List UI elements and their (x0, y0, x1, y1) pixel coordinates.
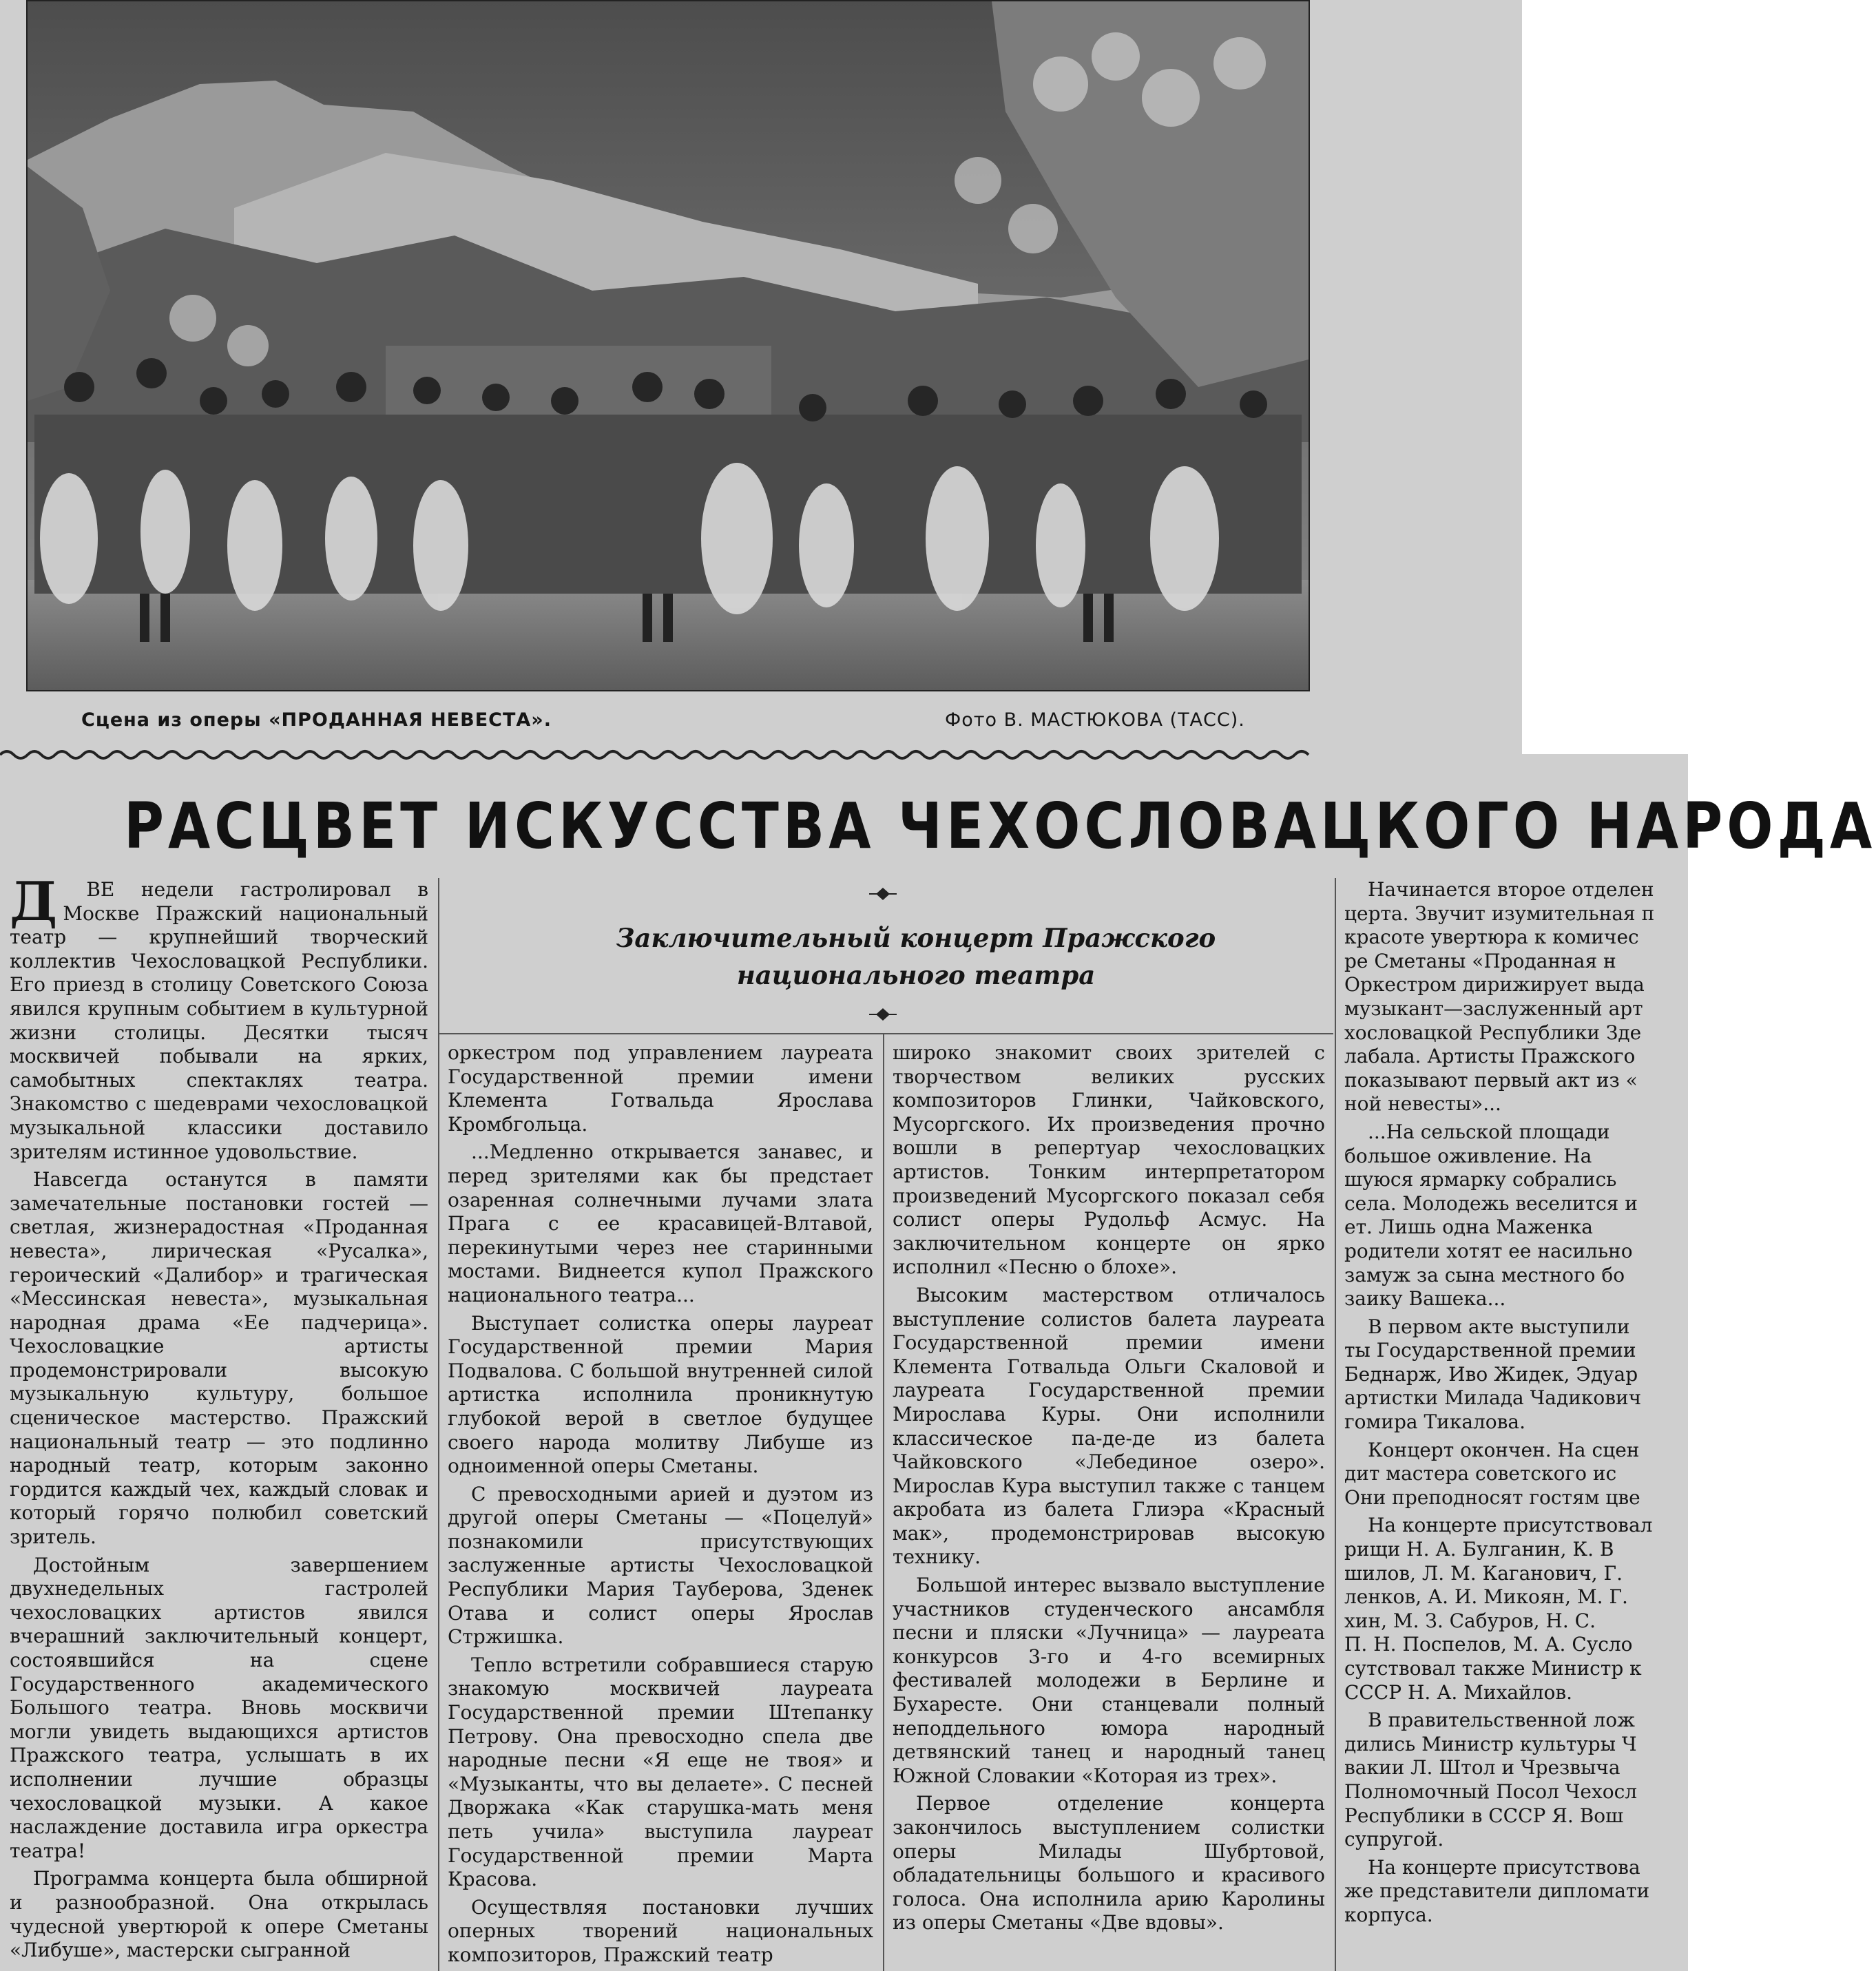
column-rule-1 (438, 878, 439, 1971)
column-rule-2 (883, 1033, 884, 1971)
paragraph: широко знакомит своих зрителей с творчеством великих русских композиторов Глинки, Чайковского, Мусоргского. Их произведения прочно вошли в репертуар чехословацких артистов. Тонким интерпретатором произведений Мусоргского показал себя солист оперы Рудольф Асмус. На заключительном концерте он ярко исполнил «Песню о блохе». (893, 1041, 1325, 1279)
text-line: ет. Лишь одна Маженка (1344, 1216, 1593, 1239)
text-line: сутствовал также Министр к (1344, 1657, 1642, 1680)
column-rule-3 (1335, 878, 1336, 1971)
ornament-diamond-bottom (869, 1008, 897, 1021)
text-line: Начинается второе отделен (1368, 878, 1654, 901)
paragraph: оркестром под управлением лауреата Государственной премии имени Клемента Готвальда Ярослава Кромбгольца. (448, 1041, 873, 1136)
text-line: Концерт окончен. На сцен (1368, 1438, 1640, 1461)
drop-cap: Д (10, 870, 58, 933)
text-line: дились Министр культуры Ч (1344, 1732, 1637, 1755)
article-column-3 (893, 1041, 1325, 1971)
text-line: Республики в СССР Я. Вош (1344, 1804, 1624, 1827)
text-line: Оркестром дирижирует выда (1344, 973, 1645, 997)
paragraph: Выступает солистка оперы лауреат Государственной премии Мария Подвалова. С большой внутренней силой артистка исполнила проникнутую глубокой верой в светлое будущее своего народа молитву Либуше из одноименной оперы Сметаны. (448, 1311, 873, 1478)
text-line: хословацкой Республики Зде (1344, 1021, 1642, 1044)
text-line: лабала. Артисты Пражского (1344, 1045, 1636, 1068)
text-line: большое оживление. На (1344, 1144, 1592, 1167)
text-line: П. Н. Поспелов, М. А. Сусло (1344, 1633, 1633, 1656)
photo-caption: Сцена из оперы «ПРОДАННАЯ НЕВЕСТА». (81, 709, 552, 731)
text-line: Они преподносят гостям цве (1344, 1485, 1640, 1509)
text-line: вакии Л. Штол и Чрезвыча (1344, 1756, 1620, 1780)
text-line: церта. Звучит изумительная п (1344, 901, 1655, 925)
text-line: села. Молодежь веселится и (1344, 1191, 1638, 1215)
text-line: Полномочный Посол Чехосл (1344, 1780, 1638, 1803)
text-line: заику Вашека... (1344, 1287, 1506, 1311)
article-headline: РАСЦВЕТ ИСКУССТВА ЧЕХОСЛОВАЦКОГО НАРОДА (124, 789, 1876, 863)
text-line: рищи Н. А. Булганин, К. В (1344, 1538, 1614, 1561)
text-line: красоте увертюра к комичес (1344, 926, 1639, 949)
text-line: показывают первый акт из « (1344, 1068, 1638, 1092)
text-line: В правительственной лож (1368, 1709, 1635, 1732)
paragraph: ВЕ недели гастролировал в Москве Пражский национальный театр — крупнейший творческий коллектив Чехословацкой Республики. Его приезд в столицу Советского Союза явился крупным событием в культурной жизни столицы. Десятки тысяч москвичей побывали на ярких, самобытных спектаклях театра. Знакомство с шедеврами чехословацкой музыкальной классики доставило зрителям истинное удовольствие. (10, 878, 428, 1163)
article-subhead (561, 919, 1271, 994)
text-line: музыкант—заслуженный арт (1344, 997, 1643, 1020)
text-line: же представители дипломати (1344, 1879, 1650, 1903)
text-line: дит мастера советского ис (1344, 1462, 1617, 1485)
text-line: корпуса. (1344, 1903, 1433, 1926)
paragraph: С превосходными арией и дуэтом из другой оперы Сметаны — «Поцелуй» познакомили присутствующих заслуженные артисты Чехословацкой Республики Мария Тауберова, Зденек Отава и солист оперы Ярослав Стржишка. (448, 1482, 873, 1649)
paragraph: Первое отделение концерта закончилось выступлением солистки оперы Милады Шубртовой, обладательницы большого и красивого голоса. Она исполнила арию Каролины из оперы Сметаны «Две вдовы». (893, 1792, 1325, 1934)
text-line: гомира Тикалова. (1344, 1410, 1526, 1434)
text-line: шуюся ярмарку собрались (1344, 1168, 1617, 1191)
paragraph: Большой интерес вызвало выступление участников студенческого ансамбля песни и пляски «Лучница» — лауреата конкурсов 3-го и 4-го всемирных фестивалей молодежи в Берлине и Бухаресте. Они станцевали полный неподдельного юмора народный детвянский танец и народный танец Южной Словакии «Которая из трех». (893, 1574, 1325, 1787)
paragraph: Программа концерта была обширной и разнообразной. Она открылась чудесной увертюрой к опере Сметаны «Либуше», мастерски сыгранной (10, 1867, 428, 1962)
paragraph: Достойным завершением двухнедельных гастролей чехословацких артистов явился вчерашний заключительный концерт, состоявшийся на сцене Государственного академического Большого театра. Вновь москвичи могли увидеть выдающихся артистов Пражского театра, услышать в их исполнении лучшие образцы чехословацкой музыки. А какое наслаждение доставила игра оркестра театра! (10, 1553, 428, 1862)
paragraph: Тепло встретили собравшиеся старую знакомую москвичей лауреата Государственной премии Штепанку Петрову. Она превосходно спела две народные песни «Я еще не твоя» и «Музыканты, что вы делаете». С песней Дворжака «Как старушка-мать меня петь учила» выступила лауреат Государственной премии Марта Красова. (448, 1653, 873, 1891)
text-line: СССР Н. А. Михайлов. (1344, 1680, 1573, 1704)
wavy-separator (0, 748, 1315, 762)
text-line: Беднарж, Иво Жидек, Эдуар (1344, 1362, 1638, 1386)
subhead-underline (438, 1033, 1333, 1034)
photo-credit: Фото В. МАСТЮКОВА (ТАСС). (945, 709, 1245, 731)
text-line: родители хотят ее насильно (1344, 1239, 1633, 1262)
text-line: хин, М. З. Сабуров, Н. С. (1344, 1609, 1596, 1632)
text-line: артистки Милада Чадикович (1344, 1386, 1642, 1410)
ornament-diamond-top (869, 887, 897, 901)
paragraph: Высоким мастерством отличалось выступление солистов балета лауреата Государственной премии имени Клемента Готвальда Ольги Скаловой и лауреата Государственной премии Мирослава Куры. Они исполнили классическое па-де-де из балета Чайковского «Лебединое озеро». Мирослав Кура выступил также с танцем акробата из балета Глиэра «Красный мак», продемонстрировав высокую технику. (893, 1283, 1325, 1569)
opera-scene-photo (26, 0, 1310, 691)
text-line: ...На сельской площади (1368, 1120, 1610, 1143)
text-line: шилов, Л. М. Каганович, Г. (1344, 1561, 1623, 1585)
paragraph: ...Медленно открывается занавес, и перед зрителями как бы предстает озаренная солнечными лучами злата Прага с ее красавицей-Влтавой, перекинутыми через нее старинными мостами. Виднеется купол Пражского национального театра... (448, 1140, 873, 1306)
article-column-1 (10, 870, 428, 1971)
subhead-line-2: национального театра (736, 960, 1096, 990)
text-line: ре Сметаны «Проданная н (1344, 949, 1616, 972)
paragraph: Осуществляя постановки лучших оперных творений национальных композиторов, Пражский театр (448, 1895, 873, 1966)
text-line: замуж за сына местного бо (1344, 1263, 1625, 1286)
text-line: В первом акте выступили (1368, 1315, 1630, 1338)
paragraph: Навсегда останутся в памяти замечательные постановки гостей — светлая, жизнерадостная «Проданная невеста», лирическая «Русалка», героический «Далибор» и трагическая «Мессинская невеста», музыкальная народная драма «Ее падчерица». Чехословацкие артисты продемонстрировали высокую музыкальную культуру, большое сценическое мастерство. Пражский национальный театр — это подлинно народный театр, которым законно гордится каждый чех, каждый словак и который горячо полюбил советский зритель. (10, 1168, 428, 1549)
article-column-2 (448, 1041, 873, 1971)
article-column-4-cropped (1344, 878, 1688, 1971)
text-line: На концерте присутствова (1368, 1855, 1640, 1879)
text-line: ной невесты»... (1344, 1092, 1501, 1116)
subhead-line-1: Заключительный концерт Пражского (616, 923, 1216, 953)
text-line: ленков, А. И. Микоян, М. Г. (1344, 1585, 1628, 1609)
text-line: ты Государственной премии (1344, 1339, 1636, 1362)
text-line: супругой. (1344, 1828, 1444, 1851)
text-line: На концерте присутствовал (1368, 1514, 1653, 1537)
